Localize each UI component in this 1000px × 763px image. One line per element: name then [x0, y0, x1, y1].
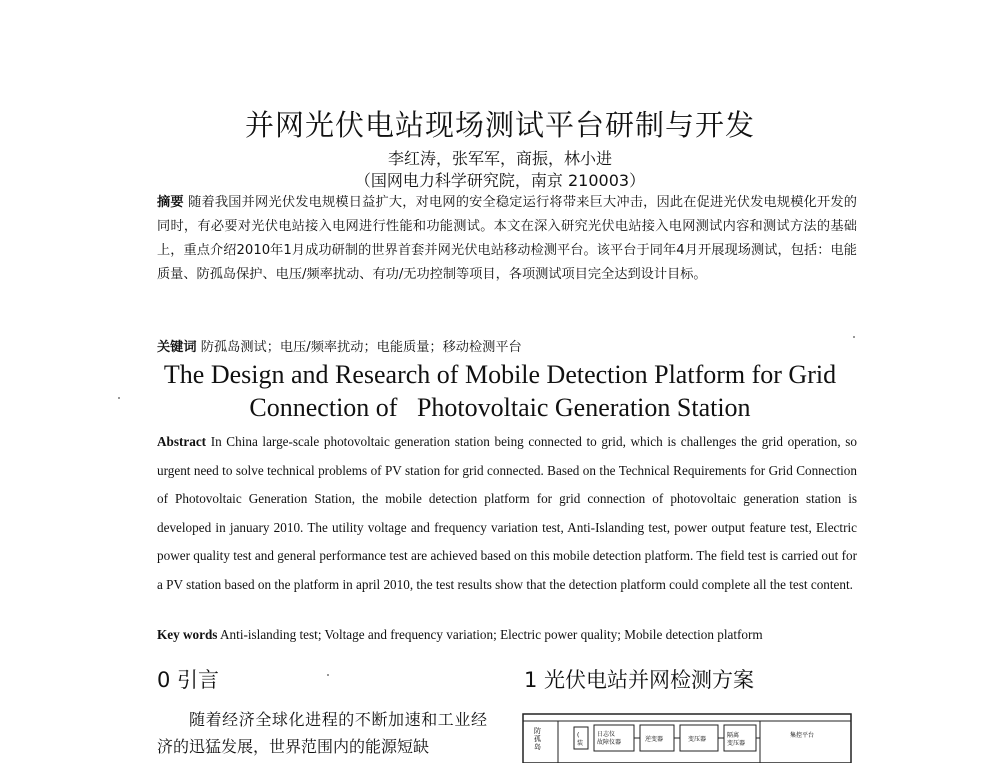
keywords-cn-label: 关键词	[157, 340, 197, 355]
detection-scheme-diagram	[522, 713, 852, 763]
scan-speck	[853, 336, 855, 338]
diagram-box-2	[594, 725, 634, 751]
section-0-body: 随着经济全球化进程的不断加速和工业经济的迅猛发展，世界范围内的能源短缺	[157, 710, 487, 756]
abstract-en-text: In China large-scale photovoltaic generation station being connected to grid, which is challenges the grid operation, so urgent need to solve technical problems of PV station for grid connected. Based on the Technical Requirements for Grid Connection of Photovoltaic Generation Station, the mobile detection platform for grid connection of photovoltaic generation station is developed in january 2010. The utility voltage and frequency variation test, Anti-Islanding test, power output feature test, Electric power quality test and general performance test are achieved based on this mobile detection platform. The field test is carried out for a PV station based on the platform in april 2010, the test results show that the detection platform could complete all the test content.	[157, 434, 858, 592]
diagram-box-5-label: 隔离变压器	[727, 732, 746, 747]
abstract-cn	[157, 191, 857, 287]
scan-speck	[327, 674, 329, 676]
abstract-en-label: Abstract	[157, 434, 207, 449]
abstract-cn-label: 摘要	[157, 195, 184, 210]
diagram-box-3-label: 逆变器	[645, 736, 664, 743]
abstract-cn-text: 随着我国并网光伏发电规模日益扩大，对电网的安全稳定运行将带来巨大冲击，因此在促进光伏发电规模化开发的同时，有必要对光伏电站接入电网进行性能和功能测试。本文在深入研究光伏电站接入电网测试内容和测试方法的基础上，重点介绍2010年1月成功研制的世界首套并网光伏电站移动检测平台。该平台于同年4月开展现场测试，包括：电能质量、防孤岛保护、电压/频率扰动、有功/无功控制等项目，各项测试项目完全达到设计目标。	[157, 195, 857, 282]
keywords-cn	[157, 336, 857, 355]
keywords-en-text: Anti-islanding test; Voltage and frequency variation; Electric power quality; Mobile detection platform	[220, 627, 763, 642]
scan-speck	[118, 397, 120, 399]
paper-title-en-line2: Connection of Photovoltaic Generation Station	[249, 393, 751, 422]
keywords-en	[157, 627, 867, 643]
paper-title-cn: 并网光伏电站现场测试平台研制与开发	[244, 108, 755, 142]
paper-title-en-line1: The Design and Research of Mobile Detection Platform for Grid	[163, 360, 837, 389]
authors: 李红涛，张军军，商振，林小进	[387, 149, 612, 168]
diagram-box-6-label: 集控平台	[790, 732, 815, 739]
diagram-box-4-label: 变压器	[688, 736, 707, 743]
diagram-box-1-label: (装	[577, 732, 584, 747]
section-0-heading: 0 引言	[157, 668, 220, 692]
abstract-en	[157, 428, 857, 600]
keywords-cn-text: 防孤岛测试；电压/频率扰动；电能质量；移动检测平台	[200, 340, 522, 355]
keywords-en-label: Key words	[157, 627, 218, 642]
section-1-heading: 1 光伏电站并网检测方案	[524, 668, 755, 692]
affiliation: （国网电力科学研究院，南京 210003）	[354, 171, 646, 190]
diagram-label-col1: 防孤岛	[534, 727, 541, 751]
diagram-box-2-label: 日志仪故障仪器	[597, 731, 622, 746]
